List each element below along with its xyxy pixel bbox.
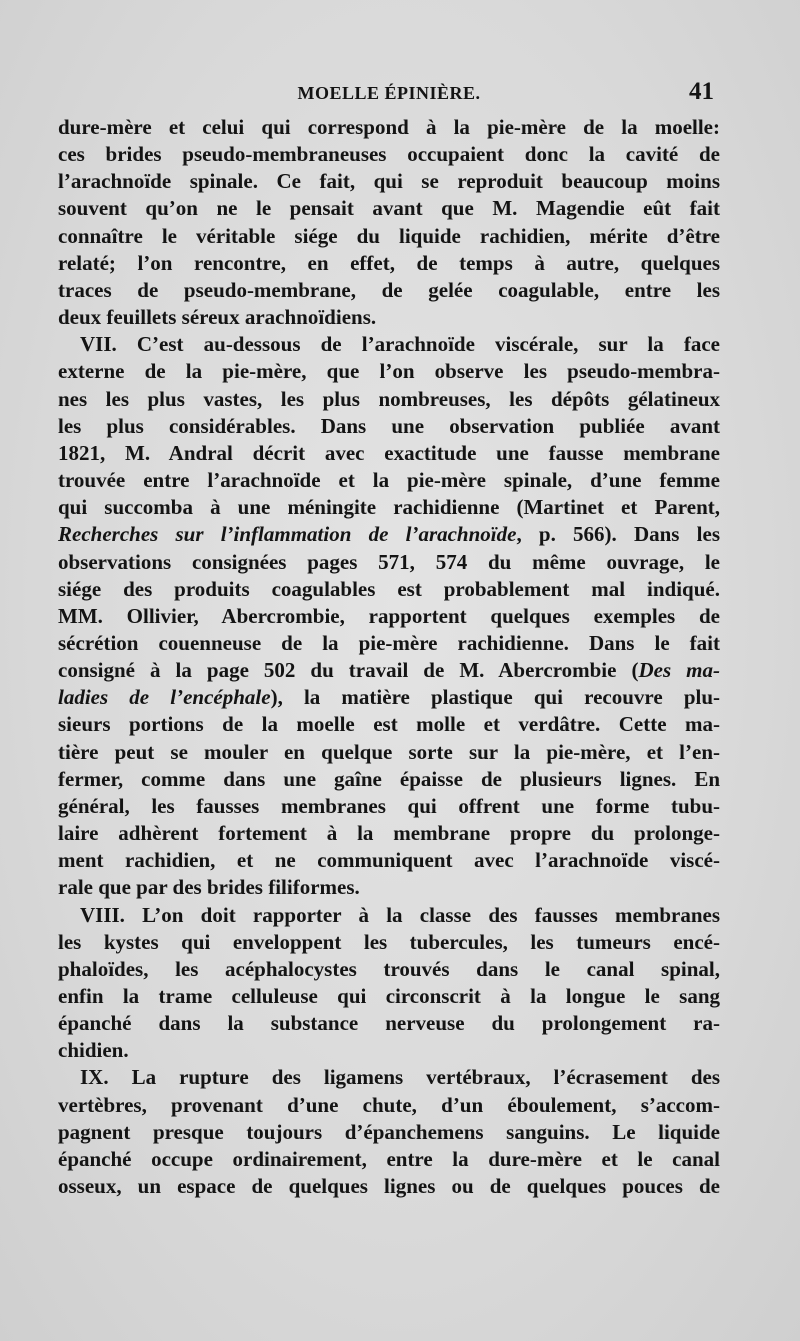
page-number: 41 (689, 78, 714, 105)
text-line: enfin la trame celluleuse qui circonscrit à la longue le sang (58, 984, 720, 1008)
text-line: rale que par des brides filiformes. (58, 875, 360, 900)
text-line: observations consignées pages 571, 574 du même ouvrage, le (58, 549, 720, 574)
text-line-segment: consigné à la page 502 du travail de M. Abercrombie ( (58, 658, 639, 683)
book-page (58, 74, 720, 1200)
text-line: qui succomba à une méningite rachidienne (Martinet et Parent, (58, 495, 720, 520)
text-line (58, 684, 720, 711)
text-line: VII. C’est au-dessous de l’arachnoïde viscérale, sur la face (80, 332, 720, 357)
text-line: épanché occupe ordinairement, entre la dure-mère et le canal (58, 1146, 720, 1171)
running-head (58, 74, 720, 108)
text-line: ces brides pseudo-membraneuses occupaient donc la cavité de (58, 142, 720, 167)
text-line: trouvée entre l’arachnoïde et la pie-mère spinale, d’une femme (58, 468, 720, 493)
italic-title: Recherches sur l’inflammation de l’arachnoïde (58, 522, 517, 547)
text-line: vertèbres, provenant d’une chute, d’un éboulement, s’accom- (58, 1092, 720, 1117)
text-line: souvent qu’on ne le pensait avant que M. Magendie eût fait (58, 196, 720, 221)
text-line: deux feuillets séreux arachnoïdiens. (58, 305, 377, 330)
text-line: pagnent presque toujours d’épanchemens sanguins. Le liquide (58, 1119, 720, 1144)
text-line: siége des produits coagulables est probablement mal indiqué. (58, 576, 720, 601)
body-text (58, 114, 720, 1200)
italic-title: ladies de l’encéphale (58, 685, 271, 710)
text-line: épanché dans la substance nerveuse du prolongement ra- (58, 1011, 720, 1036)
text-line: général, les fausses membranes qui offrent une forme tubu- (58, 793, 720, 818)
text-line: externe de la pie-mère, que l’on observe les pseudo-membra- (58, 359, 720, 384)
text-line: tière peut se mouler en quelque sorte sur la pie-mère, et l’en- (58, 739, 720, 764)
text-line: MM. Ollivier, Abercrombie, rapportent quelques exemples de (58, 603, 720, 628)
text-line: sieurs portions de la moelle est molle et verdâtre. Cette ma- (58, 712, 720, 737)
text-line: connaître le véritable siége du liquide rachidien, mérite d’être (58, 223, 720, 248)
text-line: phaloïdes, les acéphalocystes trouvés dans le canal spinal, (58, 956, 720, 981)
text-line: dure-mère et celui qui correspond à la pie-mère de la moelle: (58, 115, 720, 139)
running-title: MOELLE ÉPINIÈRE. (297, 83, 481, 103)
text-line: traces de pseudo-membrane, de gelée coagulable, entre les (58, 277, 720, 302)
text-line: VIII. L’on doit rapporter à la classe des fausses membranes (80, 902, 720, 927)
text-line: IX. La rupture des ligamens vertébraux, l’écrasement des (80, 1065, 720, 1090)
text-line: 1821, M. Andral décrit avec exactitude une fausse membrane (58, 440, 720, 465)
text-line: chidien. (58, 1038, 129, 1063)
text-line: sécrétion couenneuse de la pie-mère rachidienne. Dans le fait (58, 630, 720, 655)
text-line: l’arachnoïde spinale. Ce fait, qui se reproduit beaucoup moins (58, 169, 720, 194)
text-line-segment: , p. 566). Dans les (516, 522, 720, 547)
text-line-segment: ), la matière plastique qui recouvre plu- (270, 685, 720, 710)
text-line: fermer, comme dans une gaîne épaisse de plusieurs lignes. En (58, 766, 720, 791)
text-line: nes les plus vastes, les plus nombreuses, les dépôts gélatineux (58, 386, 720, 411)
text-line: les plus considérables. Dans une observation publiée avant (58, 413, 720, 438)
text-line (58, 521, 720, 548)
text-line: ment rachidien, et ne communiquent avec l’arachnoïde viscé- (58, 848, 720, 873)
italic-title: Des ma- (638, 658, 720, 683)
text-line: laire adhèrent fortement à la membrane propre du prolonge- (58, 821, 720, 846)
text-line: les kystes qui enveloppent les tubercules, les tumeurs encé- (58, 929, 720, 954)
text-line: relaté; l’on rencontre, en effet, de temps à autre, quelques (58, 250, 720, 275)
text-line (58, 657, 720, 684)
text-line: osseux, un espace de quelques lignes ou de quelques pouces de (58, 1174, 720, 1199)
